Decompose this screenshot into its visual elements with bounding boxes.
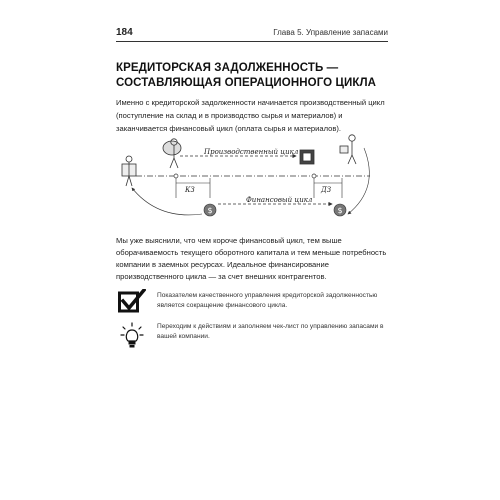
- page-number: 184: [116, 27, 133, 38]
- section-heading-line-1: КРЕДИТОРСКАЯ ЗАДОЛЖЕННОСТЬ —: [116, 62, 339, 74]
- warehouse-box-icon: [300, 150, 314, 164]
- page-header: [116, 27, 388, 41]
- money-coin-icon: [334, 204, 346, 216]
- accounts-payable-label: КЗ: [185, 186, 195, 194]
- header-rule: [116, 41, 388, 42]
- body-paragraph: Мы уже выяснили, что чем короче финансовый цикл, тем выше оборачиваемость текущего оборотного капитала и тем меньше потребность компании в заемных ресурсах. Идеальное финансирование производственного цикла — за счет внешних контрагентов.: [116, 236, 387, 281]
- section-heading: [116, 61, 388, 91]
- note-lightbulb: Переходим к действиям и заполняем чек-лист по управлению запасами в вашей компании.: [157, 323, 384, 340]
- money-coin-icon: [204, 204, 216, 216]
- section-heading-line-2: СОСТАВЛЯЮЩАЯ ОПЕРАЦИОННОГО ЦИКЛА: [116, 77, 377, 89]
- svg-text:$: $: [337, 206, 343, 215]
- customer-figure-icon: [340, 135, 356, 164]
- chapter-title: Глава 5. Управление запасами: [273, 28, 388, 37]
- checkbox-check-icon: [118, 289, 146, 313]
- operating-cycle-diagram: [118, 128, 386, 224]
- financial-cycle-label: Финансовый цикл: [246, 196, 313, 204]
- intro-paragraph: Именно с кредиторской задолженности начинается производственный цикл (поступление на склад и в производство сырья и материалов) и заканчивается финансовый цикл (оплата сырья и материалов).: [116, 98, 385, 133]
- accounts-receivable-label: ДЗ: [321, 186, 332, 194]
- supplier-figure-icon: [122, 139, 181, 186]
- timeline-node: [174, 174, 178, 178]
- lightbulb-icon: [120, 322, 144, 350]
- note-checkbox: Показателем качественного управления кредиторской задолженностью является сокращение финансового цикла.: [157, 292, 378, 309]
- svg-text:$: $: [207, 206, 213, 215]
- customer-payment-arrow: [348, 148, 369, 214]
- timeline-node: [312, 174, 316, 178]
- production-cycle-label: Производственный цикл: [204, 148, 299, 156]
